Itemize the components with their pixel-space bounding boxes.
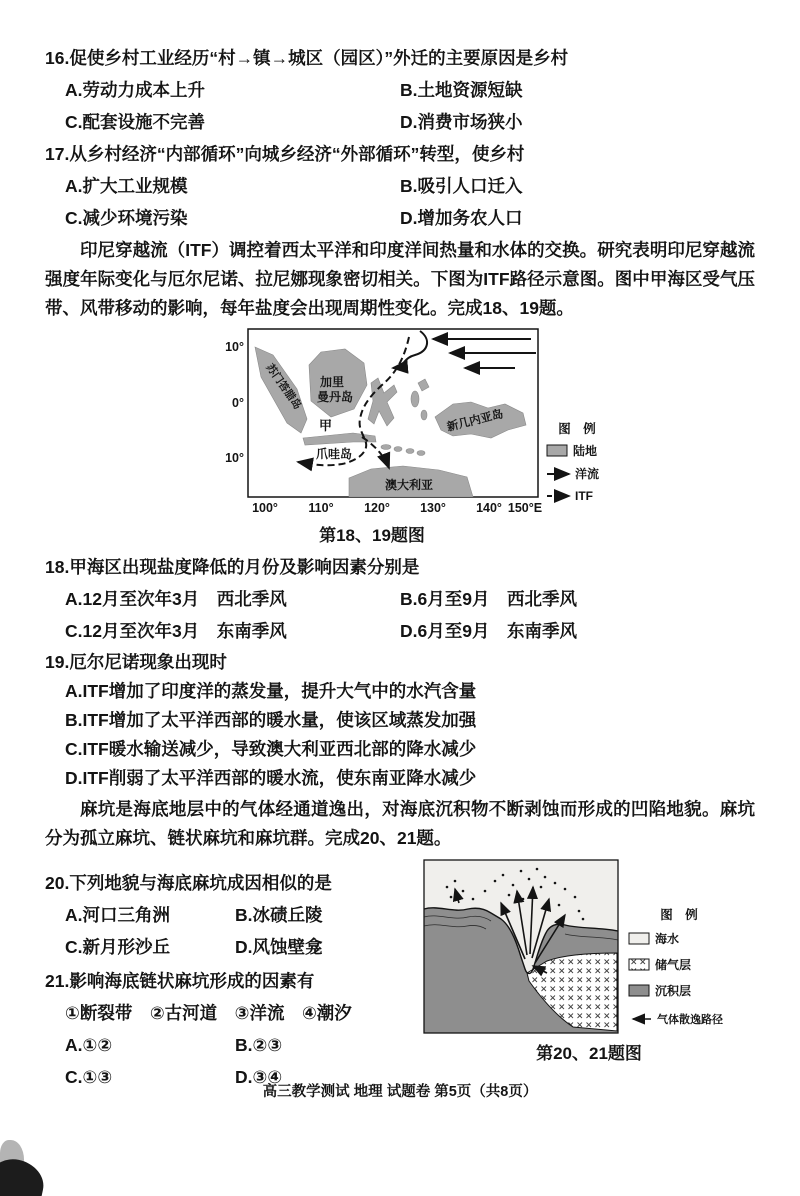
question-18-options-row-2 <box>45 615 755 647</box>
pockmark-legend-title: 图 例 <box>660 908 698 922</box>
label-australia: 澳大利亚 <box>384 478 434 492</box>
question-19-stem: 19.厄尔尼诺现象出现时 <box>45 652 227 672</box>
bottom-left-column <box>45 859 423 1093</box>
legend-land-swatch <box>547 445 567 456</box>
island-sunda-1 <box>381 445 391 450</box>
option-17-d: D.增加务农人口 <box>400 208 523 228</box>
map-legend <box>547 421 599 503</box>
itf-map-caption: 第18、19题图 <box>319 526 425 545</box>
option-16-d: D.消费市场狭小 <box>400 112 523 132</box>
question-20-stem: 20.下列地貌与海底麻坑成因相似的是 <box>45 873 332 893</box>
legend-seawater-label: 海水 <box>655 932 680 946</box>
label-jia-sea-area: 甲 <box>319 418 333 433</box>
lon-label-150e: 150°E <box>507 501 543 515</box>
question-21-items: ①断裂带 ②古河道 ③洋流 ④潮汐 <box>65 1003 352 1023</box>
option-20-c: C.新月形沙丘 <box>65 937 170 957</box>
lon-label-100: 100° <box>252 501 278 515</box>
legend-gas-label: 储气层 <box>655 958 692 972</box>
option-20-d: D.风蚀壁龛 <box>235 937 323 957</box>
option-21-b: B.②③ <box>235 1035 283 1055</box>
option-21-d: D.③④ <box>235 1067 283 1087</box>
question-17 <box>45 138 755 234</box>
lat-label-0: 0° <box>232 396 244 410</box>
option-16-b: B.土地资源短缺 <box>400 80 523 100</box>
lon-label-140: 140° <box>476 501 502 515</box>
option-20-b: B.冰碛丘陵 <box>235 905 323 925</box>
option-17-a: A.扩大工业规模 <box>65 176 188 196</box>
itf-map-figure <box>203 325 755 524</box>
scan-corner-artifact <box>0 1155 48 1196</box>
question-18-stem: 18.甲海区出现盐度降低的月份及影响因素分别是 <box>45 557 420 577</box>
island-maluku-2 <box>421 410 427 420</box>
option-16-a: A.劳动力成本上升 <box>65 80 205 100</box>
question-18 <box>45 551 755 647</box>
question-21-stem: 21.影响海底链状麻坑形成的因素有 <box>45 971 315 991</box>
lat-label-10n: 10° <box>225 340 244 354</box>
itf-intro-paragraph: 印尼穿越流（ITF）调控着西太平洋和印度洋间热量和水体的交换。研究表明印尼穿越流强度年际变化与厄尔尼诺、拉尼娜现象密切相关。下图为ITF路径示意图。图中甲海区受气压带、风带移动的影响，每年盐度会出现周期性变化。完成18、19题。 <box>45 240 755 318</box>
page-footer: 高三教学测试 地理 试题卷 第5页（共8页） <box>262 1084 538 1100</box>
lon-label-120: 120° <box>364 501 390 515</box>
question-18-options-row-1 <box>45 583 755 615</box>
island-sunda-2 <box>394 447 402 452</box>
island-sunda-4 <box>417 451 425 456</box>
option-18-b: B.6月至9月 西北季风 <box>400 589 577 609</box>
question-20-options-row-2 <box>45 931 423 963</box>
pockmark-svg <box>423 859 755 1037</box>
question-16 <box>45 42 755 138</box>
pockmark-intro-paragraph: 麻坑是海底地层中的气体经通道逸出，对海底沉积物不断剥蚀而形成的凹陷地貌。麻坑分为孤立麻坑、链状麻坑和麻坑群。完成20、21题。 <box>45 799 755 848</box>
question-19 <box>45 647 755 793</box>
label-borneo-line1: 加里 <box>319 375 345 389</box>
lon-label-130: 130° <box>420 501 446 515</box>
option-16-c: C.配套设施不完善 <box>65 112 205 132</box>
legend-gas-swatch <box>629 959 649 970</box>
question-20 <box>45 867 423 963</box>
legend-seawater-swatch <box>629 933 649 944</box>
question-17-options-row-2 <box>45 202 755 234</box>
question-17-stem: 17.从乡村经济“内部循环”向城乡经济“外部循环”转型，使乡村 <box>45 144 525 164</box>
question-17-options-row-1 <box>45 170 755 202</box>
option-21-a: A.①② <box>65 1035 113 1055</box>
question-21 <box>45 965 423 1093</box>
pockmark-figure <box>423 859 755 1093</box>
bottom-section <box>45 859 755 1093</box>
label-new-guinea: 新几内亚岛 <box>445 408 505 434</box>
option-19-b: B.ITF增加了太平洋西部的暖水量，使该区域蒸发加强 <box>65 710 477 730</box>
question-16-stem: 16.促使乡村工业经历“村→镇→城区（园区）”外迁的主要原因是乡村 <box>45 48 569 68</box>
question-16-options-row-2 <box>45 106 755 138</box>
label-sumatra: 苏门答腊岛 <box>263 361 304 412</box>
legend-escape-path-label: 气体散逸路径 <box>657 1014 723 1026</box>
option-17-b: B.吸引人口迁入 <box>400 176 523 196</box>
legend-sediment-swatch <box>629 985 649 996</box>
pockmark-caption: 第20、21题图 <box>536 1044 642 1063</box>
question-20-options-row-1 <box>45 899 423 931</box>
question-21-options-row-1 <box>45 1029 423 1061</box>
itf-map-svg <box>203 325 633 519</box>
legend-current-label: 洋流 <box>575 467 600 481</box>
option-18-d: D.6月至9月 东南季风 <box>400 621 577 641</box>
option-19-d: D.ITF削弱了太平洋西部的暖水流，使东南亚降水减少 <box>65 768 477 788</box>
island-sunda-3 <box>406 449 414 454</box>
question-16-options-row-1 <box>45 74 755 106</box>
pockmark-legend <box>629 907 723 1026</box>
island-maluku-1 <box>411 391 419 407</box>
option-19-a: A.ITF增加了印度洋的蒸发量，提升大气中的水汽含量 <box>65 681 477 701</box>
option-21-c: C.①③ <box>65 1067 113 1087</box>
legend-sediment-label: 沉积层 <box>655 984 692 998</box>
map-legend-title: 图 例 <box>558 422 596 436</box>
label-java: 爪哇岛 <box>315 447 353 461</box>
option-18-a: A.12月至次年3月 西北季风 <box>65 589 287 609</box>
option-19-c: C.ITF暖水输送减少，导致澳大利亚西北部的降水减少 <box>65 739 477 759</box>
lat-label-10s: 10° <box>225 451 244 465</box>
lon-label-110: 110° <box>308 501 334 515</box>
legend-itf-label: ITF <box>575 489 593 503</box>
latitude-axis <box>225 340 244 465</box>
label-borneo-line2: 曼丹岛 <box>316 390 354 404</box>
option-20-a: A.河口三角洲 <box>65 905 170 925</box>
option-17-c: C.减少环境污染 <box>65 208 188 228</box>
legend-land-label: 陆地 <box>573 444 598 458</box>
longitude-axis <box>252 501 542 515</box>
option-18-c: C.12月至次年3月 东南季风 <box>65 621 287 641</box>
